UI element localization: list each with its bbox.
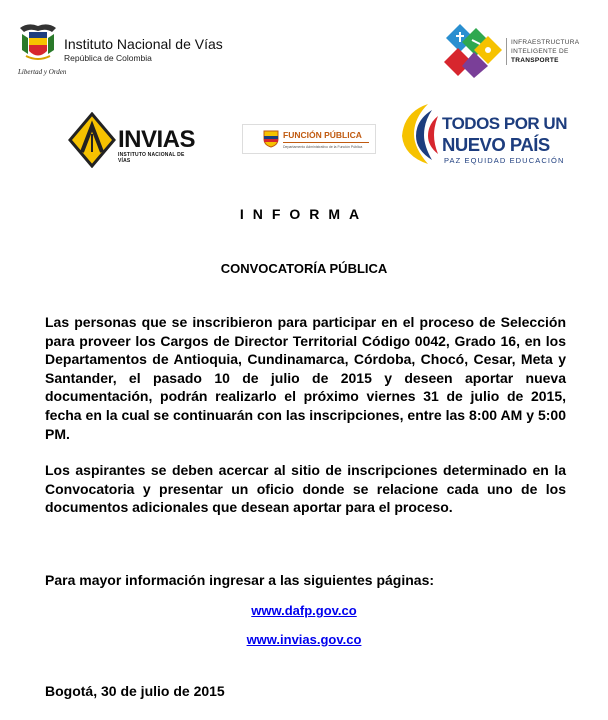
colombia-coat-of-arms-icon	[16, 20, 60, 64]
invias-wordmark: INVIAS	[118, 126, 196, 153]
page-title: CONVOCATORÍA PÚBLICA	[220, 261, 388, 276]
crest-motto: Libertad y Orden	[18, 68, 67, 76]
paragraph-2: Los aspirantes se deben acercar al sitio de inscripciones determinado en la Convocatoria y presentar un oficio donde se relacione cada uno de los documentos adicionales que desean aportar para el proceso.	[45, 462, 566, 516]
invias-subtitle: INSTITUTO NACIONAL DE VÍAS	[118, 152, 185, 164]
funcion-publica-title: FUNCIÓN PÚBLICA	[283, 130, 362, 140]
dateline: Bogotá, 30 de julio de 2015	[45, 683, 225, 699]
funcion-publica-logo	[242, 124, 376, 154]
informa-heading: INFORMA	[239, 206, 369, 222]
invias-logo	[68, 112, 196, 168]
tpu-line-2: NUEVO PAÍS	[442, 134, 550, 155]
invias-link[interactable]: www.invias.gov.co	[246, 632, 362, 647]
iit-line-1: INFRAESTRUCTURA	[511, 39, 580, 46]
iit-line-3: TRANSPORTE	[511, 57, 559, 64]
institution-name: Instituto Nacional de Vías	[64, 36, 223, 52]
tpu-line-3: PAZ EQUIDAD EDUCACIÓN	[444, 156, 565, 165]
todos-por-un-nuevo-pais-logo	[398, 102, 574, 168]
iit-line-2: INTELIGENTE DE	[511, 48, 569, 55]
invias-road-sign-icon	[68, 112, 116, 168]
shield-icon	[263, 130, 279, 148]
dafp-link[interactable]: www.dafp.gov.co	[251, 603, 357, 618]
paragraph-1: Las personas que se inscribieron para participar en el proceso de Selección para proveer los Cargos de Director Territorial Código 0042, Grado 16, en los Departamentos de Antioquia, Cundinamarca, Córdoba, Chocó, Cesar, Meta y Santander, el pasado 10 de julio de 2015 y deseen aportar nueva documentación, podrán realizarlo el próximo viernes 31 de julio de 2015, fecha en la cual se continuarán con las inscripciones, entre las 8:00 AM y 5:00 PM.	[45, 314, 566, 442]
iit-logo-text	[506, 38, 579, 65]
institution-subtitle: República de Colombia	[64, 53, 152, 63]
tpu-line-1: TODOS POR UN	[442, 114, 567, 133]
tricolor-swoosh-icon	[398, 102, 444, 168]
divider	[283, 142, 369, 143]
transport-infrastructure-logo-icon	[440, 22, 504, 78]
funcion-publica-subtitle: Departamento Administrativo de la Función Pública	[283, 145, 363, 149]
more-info-text: Para mayor información ingresar a las siguientes páginas:	[45, 572, 435, 588]
